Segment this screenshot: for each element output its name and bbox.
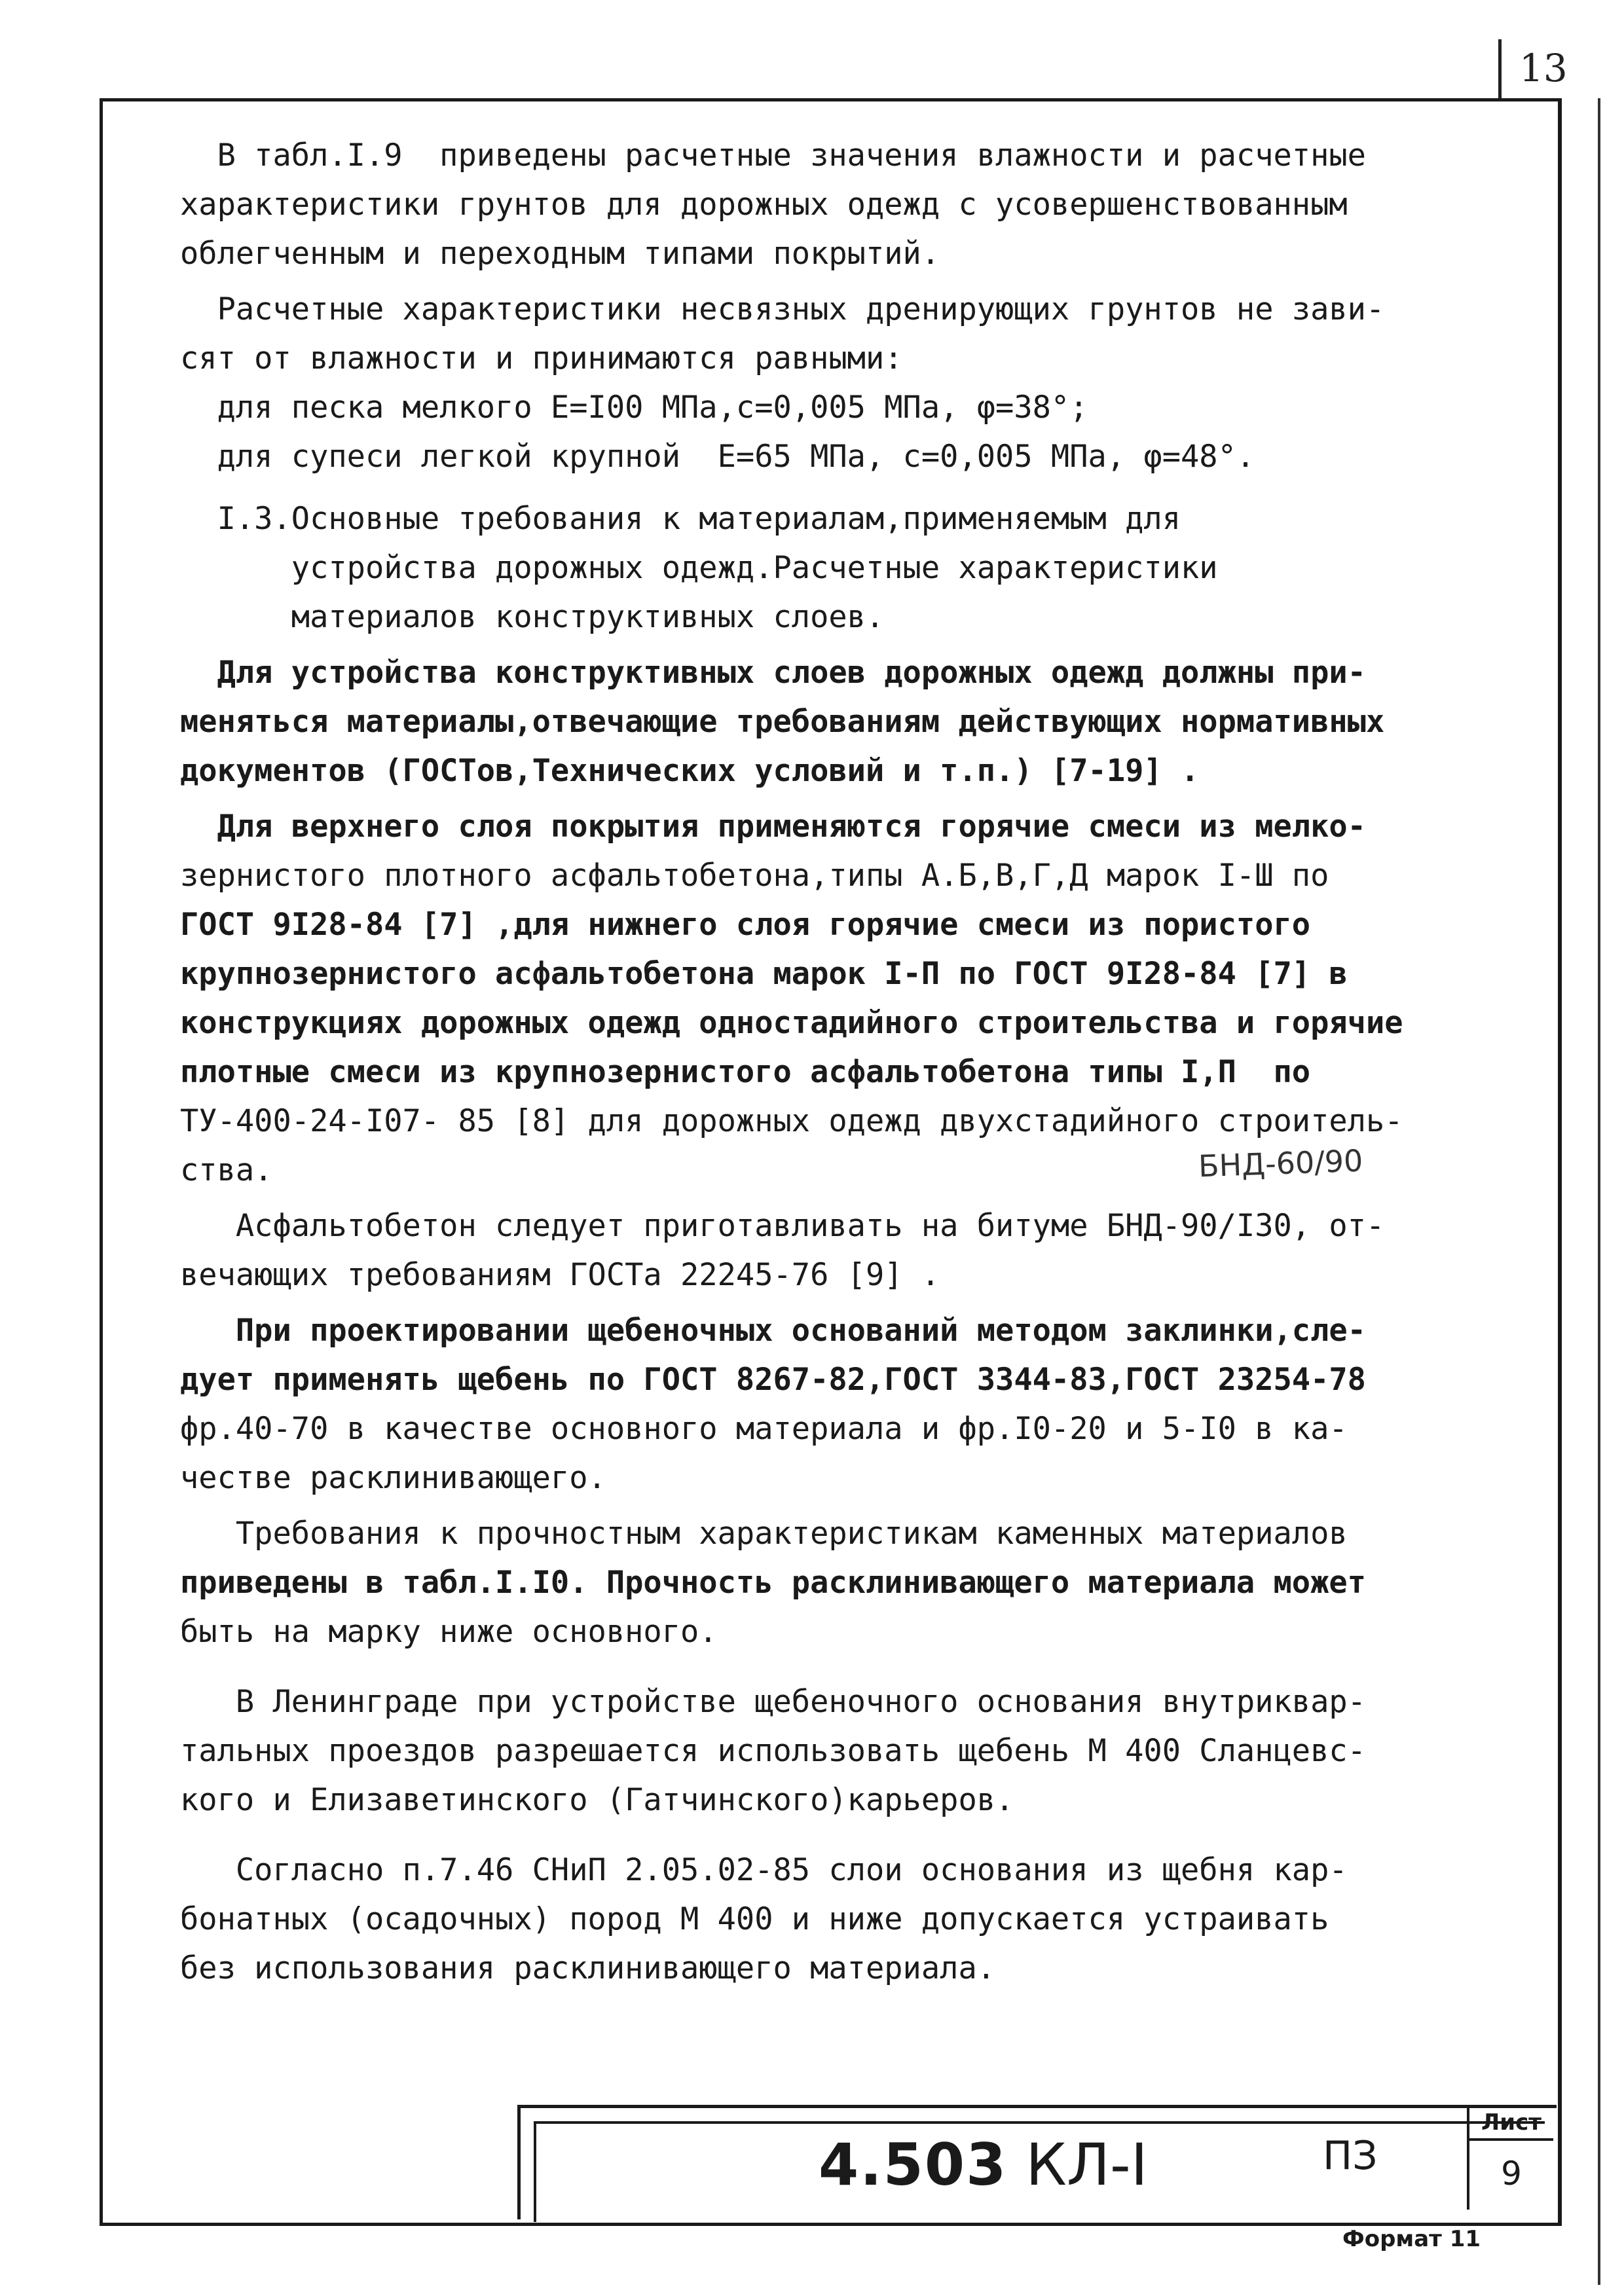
text-line: без использования расклинивающего материала. [180,1950,996,1986]
text-line: облегченным и переходным типами покрытий. [180,236,940,272]
margin-line-top [1498,39,1502,101]
paragraph-strength [180,1509,1536,1656]
text-line: тальных проездов разрешается использовать щебень М 400 Сланцевс- [180,1733,1366,1769]
text-line: Асфальтобетон следует приготавливать на битуме БНД-90/I30, от- [180,1208,1385,1244]
text-line: конструкциях дорожных одежд одностадийного строительства и горячие [180,1005,1403,1041]
text-line: характеристики грунтов для дорожных одежд с усовершенствованным [180,187,1348,223]
text-line: Для устройства конструктивных слоев дорожных одежд должны при- [180,655,1366,691]
text-line: ГОСТ 9I28-84 [7] ,для нижнего слоя горячие смеси из пористого [180,907,1311,943]
text-line: ТУ-400-24-I07- 85 [8] для дорожных одежд двухстадийного строитель- [180,1103,1403,1139]
text-line: бонатных (осадочных) пород М 400 и ниже допускается устраивать [180,1901,1329,1937]
paragraph-crushed-stone [180,1306,1536,1503]
text-line: сят от влажности и принимаются равными: [180,340,903,376]
text-line: зернистого плотного асфальтобетона,типы А.Б,В,Г,Д марок I-Ш по [180,858,1329,894]
text-line: ства. [180,1152,273,1188]
text-line: Требования к прочностным характеристикам каменных материалов [180,1516,1348,1552]
text-line: В Ленинграде при устройстве щебеночного основания внутриквар- [180,1684,1366,1720]
text-line: плотные смеси из крупнозернистого асфальтобетона типы I,П по [180,1054,1311,1090]
text-line: для супеси легкой крупной E=65 МПа, c=0,005 МПа, φ=48°. [180,439,1255,475]
heading-line: устройства дорожных одежд.Расчетные характеристики [180,550,1218,586]
text-line: Согласно п.7.46 СНиП 2.05.02-85 слои основания из щебня кар- [180,1852,1348,1888]
text-line: документов (ГОСТов,Технических условий и т.п.) [7-19] . [180,753,1200,789]
document-body [180,131,1536,1993]
text-line: вечающих требованиям ГОСТа 22245-76 [9] . [180,1257,940,1293]
text-line: При проектировании щебеночных оснований методом заклинки,сле- [180,1313,1366,1349]
paragraph-asphalt-layers [180,802,1536,1195]
text-line: Для верхнего слоя покрытия применяются горячие смеси из мелко- [180,809,1366,845]
sheet-number: 9 [1501,2155,1522,2193]
document-code-number: 4.503 [819,2131,1008,2198]
text-line: меняться материалы,отвечающие требованиям действующих нормативных [180,704,1385,740]
paragraph-materials [180,648,1536,795]
heading-line: материалов конструктивных слоев. [180,599,885,635]
section-heading [180,494,1536,642]
paragraph-soil-values [180,285,1536,481]
page-number: 13 [1519,46,1568,90]
text-line: кого и Елизаветинского (Гатчинского)карьеров. [180,1782,1014,1818]
text-line: приведены в табл.I.I0. Прочность расклинивающего материала может [180,1565,1366,1601]
format-label: Формат 11 [1342,2226,1481,2252]
text-line: быть на марку ниже основного. [180,1614,718,1650]
text-line: фр.40-70 в качестве основного материала и фр.I0-20 и 5-I0 в ка- [180,1411,1348,1447]
margin-line-right [1598,98,1600,2285]
text-line: В табл.I.9 приведены расчетные значения влажности и расчетные [180,137,1366,173]
document-code [819,2131,1148,2198]
text-line: дует применять щебень по ГОСТ 8267-82,ГОСТ 3344-83,ГОСТ 23254-78 [180,1362,1366,1398]
sheet-label: Лист [1469,2107,1553,2141]
section-mark: ПЗ [1323,2133,1378,2179]
handwritten-note: БНД-60/90 [1198,1142,1364,1184]
document-code-suffix: КЛ-I [1025,2131,1148,2198]
sheet-box [1467,2107,1553,2210]
text-line: для песка мелкого E=I00 МПа,c=0,005 МПа, φ=38°; [180,390,1088,426]
paragraph-leningrad [180,1677,1536,1825]
text-line: честве расклинивающего. [180,1460,606,1496]
heading-line: I.3.Основные требования к материалам,применяемым для [180,501,1181,537]
paragraph-bitumen [180,1201,1536,1300]
paragraph-snip [180,1846,1536,1993]
paragraph-intro [180,131,1536,278]
text-line: Расчетные характеристики несвязных дренирующих грунтов не зави- [180,291,1385,327]
text-line: крупнозернистого асфальтобетона марок I-П по ГОСТ 9I28-84 [7] в [180,956,1348,992]
